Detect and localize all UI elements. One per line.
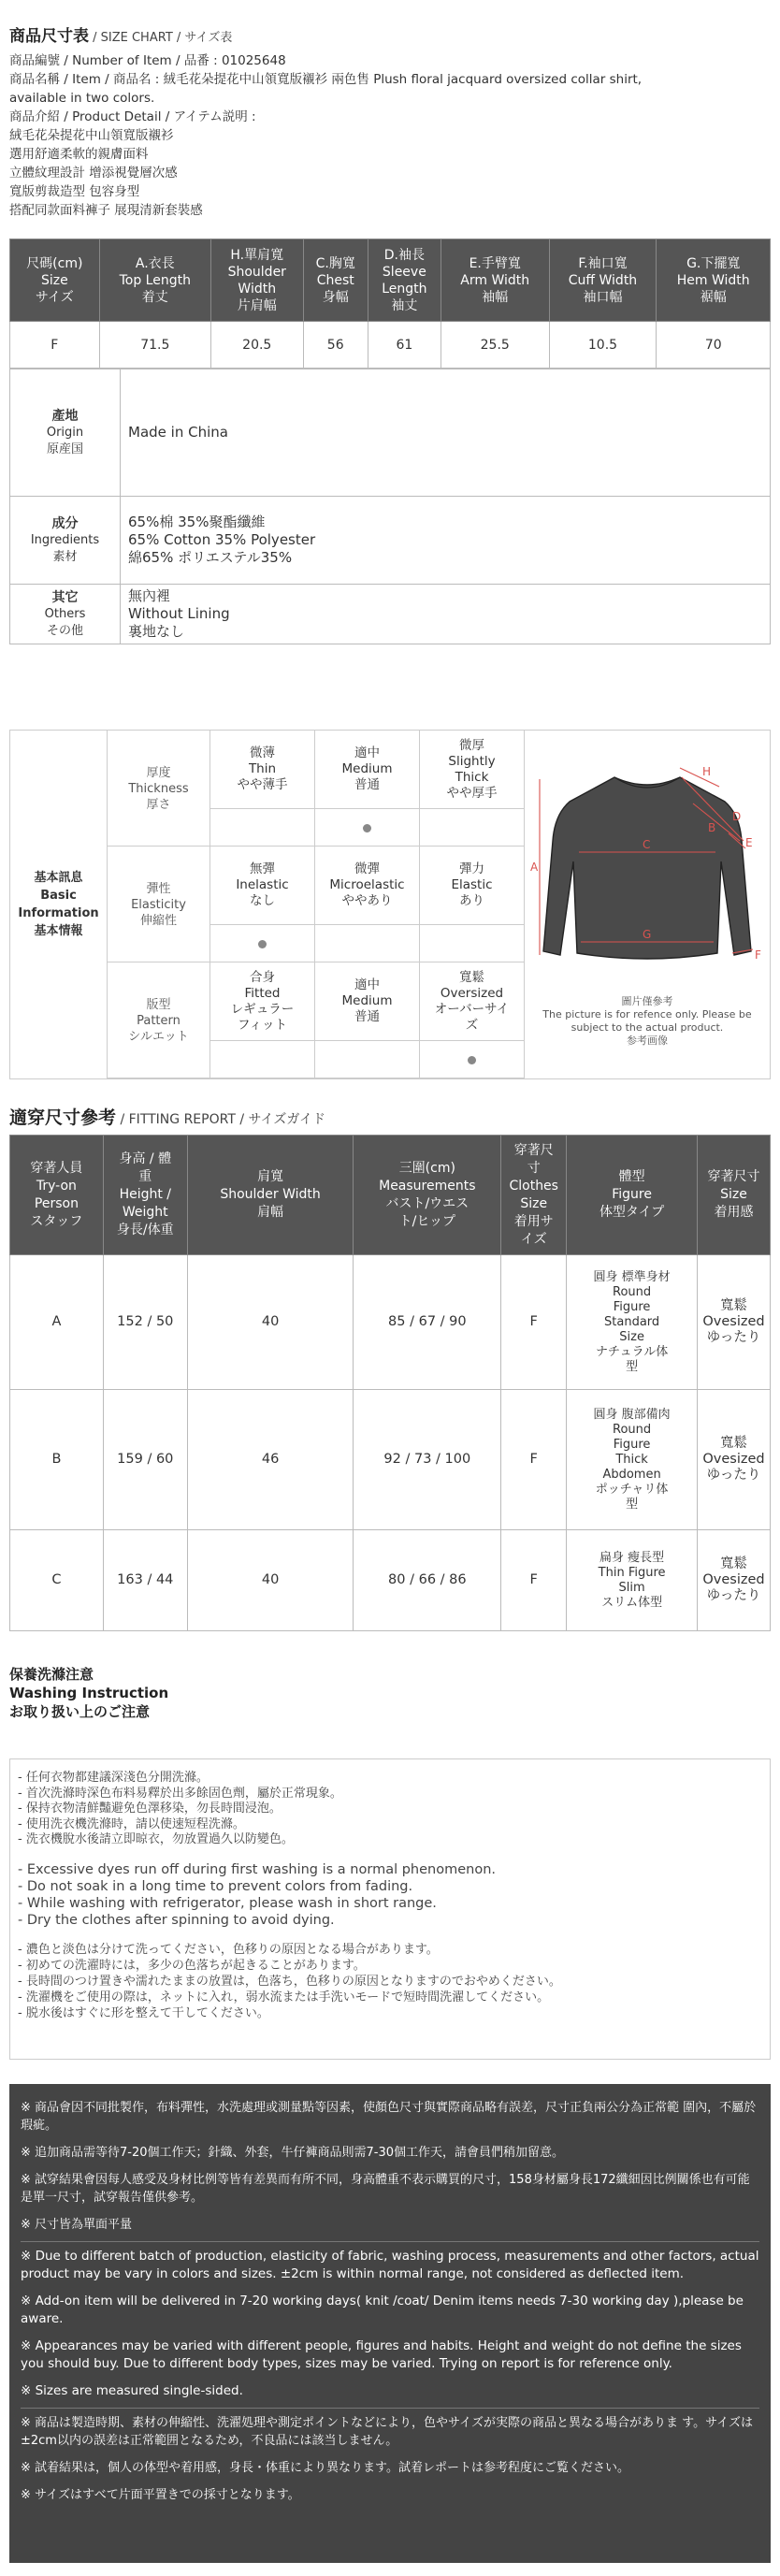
header-line: Figure [612,1187,652,1202]
option-indicator-cell [420,809,525,847]
washing-jp-line: - 初めての洗濯時には，多少の色落ちが起きることがあります。 [18,1958,366,1973]
option-line: フィット [238,1017,287,1033]
header-line: Width [238,281,277,297]
attribute-option [210,731,315,809]
fit-line: ゆったり [706,1468,761,1483]
fitting-header [567,1136,698,1255]
header-line: 三圍(cm) [398,1160,455,1176]
figure-line: Slim [618,1580,645,1595]
selected-dot-icon [363,824,371,832]
basic-info-label-line: Information [18,906,99,920]
notice-line: ※ 追加商品需等待7-20個工作天；針織、外套，牛仔褲商品則需7-30個工作天，請會員們稍加留意。 [21,2146,565,2160]
fitting-cell-hw: 163 / 44 [103,1530,187,1631]
fitting-cell-shoulder: 40 [187,1255,354,1390]
header-line: Try-on [36,1178,77,1194]
fitting-cell-person: C [10,1530,104,1631]
fitting-figure-cell [567,1530,698,1631]
header-line: Size [520,1195,548,1211]
option-indicator-cell [315,809,420,847]
option-line: Fitted [244,985,281,1001]
size-chart-header [441,239,549,322]
detail-value-line: Made in China [128,424,228,441]
selected-dot-icon [468,1056,476,1064]
figure-line: Round [613,1422,652,1437]
attribute-name-line: 厚度 [146,765,171,780]
header-line: Cuff Width [568,272,638,288]
option-line: 普通 [354,777,380,792]
attribute-option [420,731,525,809]
basic-info-panel [9,730,771,1079]
header-line: F.袖口寬 [578,255,628,271]
header-line: Size [40,272,68,288]
size-chart-title: 商品尺寸表 / SIZE CHART / サイズ表 [9,27,233,46]
product-info-line: 商品名稱 / Item / 商品名 : 絨毛花朵提花中山領寬版襯衫 兩色售 Plush floral jacquard oversized collar shirt, [9,72,643,87]
attribute-name [108,731,210,847]
spacer [18,1848,762,1861]
washing-en-line: - Dry the clothes after spinning to avoid dying. [18,1912,335,1928]
figure-line: 圓身 標準身材 [593,1269,671,1284]
size-chart-header [99,239,210,322]
option-indicator-cell [420,1041,525,1078]
washing-jp-line: - 濃色と淡色は分けて洗ってください，色移りの原因となる場合があります。 [18,1942,439,1957]
product-info [0,51,780,220]
washing-en-line: - While washing with refrigerator, please wash in short range. [18,1895,437,1911]
fitting-header [501,1136,567,1255]
detail-table [9,369,771,644]
detail-label-line: Others [44,606,86,621]
fitting-fit-cell [697,1530,770,1631]
notice-panel [9,2084,771,2563]
header-line: 身高 / 體 [119,1151,172,1166]
product-info-line: 寬版剪裁造型 包容身型 [9,184,140,199]
header-line: A.衣長 [135,255,175,271]
ingredients-label [10,497,121,585]
option-line: Medium [341,993,393,1008]
size-chart-header [10,239,100,322]
detail-label-line: 其它 [51,589,79,605]
option-line: 無彈 [250,861,275,876]
notice-line: ※ 商品は製造時期、素材の伸縮性、洗濯処理や測定ポイントなどにより，色やサイズが実際の商品と異なる場合がありま す。サイズは±2cm以内の誤差は正常範囲となるため，不良品には該当しません。 [21,2416,754,2448]
attribute-option [420,962,525,1041]
option-line: やや薄手 [237,777,288,792]
figure-line: 型 [626,1359,639,1374]
figure-line: Abdomen [602,1467,661,1482]
option-line: Oversized [440,985,504,1001]
size-chart-header [368,239,441,322]
header-line: Shoulder Width [220,1187,321,1202]
attribute-option [420,847,525,925]
header-line: 重 [138,1169,152,1184]
header-line: Arm Width [460,272,530,288]
header-line: 身幅 [322,289,349,305]
measurement-diagram [525,731,770,1078]
figure-line: ナチュラル体 [595,1344,669,1359]
measure-letter: G [643,928,652,941]
size-chart-header [303,239,368,322]
detail-label-line: 成分 [51,515,79,531]
detail-label-line: Ingredients [30,532,100,547]
spacer [18,1929,762,1942]
detail-value-line: 65% Cotton 35% Polyester [128,531,316,548]
header-line: E.手臂寬 [469,255,521,271]
washing-head-line: 保養洗滌注意 [9,1666,94,1683]
detail-value-line: 綿65% ポリエステル35% [128,549,293,566]
figure-line: Standard [604,1314,660,1329]
header-line: バスト/ウエス [385,1195,469,1211]
attribute-name-line: Elasticity [131,897,186,912]
notice-block-zh [21,2093,759,2242]
header-line: Length [382,281,427,297]
header-line: 寸 [527,1160,541,1176]
fitting-header [697,1136,770,1255]
fit-line: 寬鬆 [719,1556,747,1571]
header-line: 穿著尺 [513,1142,554,1158]
measure-letter: C [643,838,651,851]
header-line: G.下擺寬 [686,255,741,271]
option-line: Slightly [448,753,496,769]
option-indicator-cell [315,1041,420,1078]
option-line: オーバーサイ [434,1001,510,1017]
attribute-name [108,847,210,962]
header-line: 穿著人員 [30,1160,83,1176]
detail-label-line: Origin [46,425,84,440]
option-line: 微薄 [250,745,275,760]
fit-line: 寬鬆 [719,1436,747,1451]
fitting-cell-hw: 152 / 50 [103,1255,187,1390]
others-value [121,585,771,644]
basic-info-label [10,731,108,1078]
notice-line: ※ 尺寸皆為單面平量 [21,2218,133,2232]
fitting-header [103,1136,187,1255]
figure-line: ポッチャリ体 [595,1482,669,1497]
washing-en-line: - Do not soak in a long time to prevent colors from fading. [18,1878,413,1894]
option-indicator-cell [420,925,525,962]
option-line: Thin [248,761,277,776]
option-line: レギュラー [230,1001,295,1017]
fitting-fit-cell [697,1255,770,1390]
attribute-option [210,847,315,925]
others-row [10,585,771,644]
figure-line: Thin Figure [598,1565,666,1580]
header-line: 身長/体重 [116,1223,174,1237]
washing-head-line: お取り扱い上のご注意 [9,1703,151,1720]
fitting-report-table [9,1135,771,1631]
product-info-line: 搭配同款面料褲子 展現清新套裝感 [9,203,203,218]
header-line: Clothes [509,1178,558,1194]
fitting-cell-meas: 85 / 67 / 90 [354,1255,501,1390]
product-info-line: 立體紋理設計 增添視覺層次感 [9,166,178,181]
size-chart-table [9,239,771,369]
header-line: サイズ [35,289,74,305]
product-info-line: available in two colors. [9,91,155,106]
header-line: Sleeve [382,264,426,280]
size-chart-header [549,239,657,322]
option-line: 合身 [250,969,275,985]
attribute-name [108,962,210,1078]
option-line: 微彈 [354,861,380,876]
detail-value-line: 裏地なし [128,623,185,640]
fitting-cell-meas: 80 / 66 / 86 [354,1530,501,1631]
option-line: 普通 [354,1009,380,1024]
detail-label-line: 產地 [51,408,79,424]
option-line: Elastic [451,877,493,892]
detail-label-line: 素材 [52,549,78,564]
detail-value-line: 65%棉 35%聚酯纖維 [128,514,266,530]
header-line: 袖幅 [482,289,509,305]
washing-zh-line: - 保持衣物清鮮豔避免色澤移染，勿長時間浸泡。 [18,1802,282,1816]
measure-letter: D [732,810,742,823]
size-cell: 10.5 [549,322,657,369]
size-cell: 71.5 [99,322,210,369]
detail-label-line: 原産国 [46,441,83,456]
fitting-cell-shoulder: 40 [187,1530,354,1631]
size-cell: 61 [368,322,441,369]
option-line: 彈力 [459,861,484,876]
notice-line: ※ サイズはすべて片面平置きでの採寸となります。 [21,2488,300,2502]
diagram-note-line: 参考画像 [627,1035,668,1047]
fitting-figure-cell [567,1390,698,1530]
size-cell: F [10,322,100,369]
header-line: 体型タイプ [599,1205,665,1220]
option-line: Microelastic [329,877,405,892]
header-line: Weight [122,1205,168,1220]
option-line: ズ [465,1017,479,1033]
fitting-header [10,1136,104,1255]
size-cell: 70 [657,322,771,369]
size-chart-header [210,239,303,322]
ingredients-value [121,497,771,585]
option-indicator-cell [210,925,315,962]
detail-value-line: 無內裡 [128,587,171,604]
diagram-note-line: subject to the actual product. [571,1021,724,1034]
option-line: あり [459,893,484,908]
header-line: Shoulder [227,264,286,280]
header-line: Hem Width [676,272,750,288]
header-line: 肩寬 [257,1169,284,1184]
fitting-header [354,1136,501,1255]
option-line: Inelastic [236,877,289,892]
notice-line: ※ 商品會因不同批製作，布料彈性，水洗處理或測量點等因素，使顏色尺寸與實際商品略有誤差，尺寸正負兩公分為正常範 圍內，不屬於瑕疵。 [21,2101,757,2133]
washing-jp-line: - 洗濯機をご使用の際は，ネットに入れ，弱水流または手洗いモードで短時間洗濯してください。 [18,1990,550,2004]
option-indicator-cell [210,809,315,847]
others-label [10,585,121,644]
header-line: Person [34,1195,79,1211]
fitting-fit-cell [697,1390,770,1530]
attribute-option [315,847,420,925]
origin-value [121,369,771,497]
origin-row [10,369,771,497]
header-line: Height / [119,1187,172,1202]
attribute-name-line: 彈性 [146,881,171,896]
product-info-line: 絨毛花朵提花中山領寬版襯衫 [9,128,174,143]
attribute-name-line: シルエット [128,1029,189,1044]
notice-line: ※ Sizes are measured single-sided. [21,2383,243,2398]
product-info-line: 商品介紹 / Product Detail / アイテム説明 : [9,109,256,124]
fitting-row [10,1530,771,1631]
size-cell: 56 [303,322,368,369]
fit-line: ゆったり [706,1588,761,1603]
fit-line: 寬鬆 [719,1298,747,1313]
header-line: 尺碼(cm) [26,255,83,271]
attribute-option [315,731,420,809]
figure-line: Size [619,1329,644,1344]
fitting-cell-person: A [10,1255,104,1390]
figure-line: スリム体型 [601,1595,663,1610]
sweater-diagram-icon [525,731,770,992]
figure-line: 圓身 腹部備肉 [593,1407,671,1422]
size-cell: 20.5 [210,322,303,369]
attribute-name-line: 伸縮性 [139,913,177,928]
figure-line: Figure [613,1437,651,1452]
option-line: Medium [341,761,393,776]
notice-line: ※ Due to different batch of production, elasticity of fabric, washing process, measurements and other factors, actual product may be vary in colors and sizes. ±2cm is within normal range, not considered as deflected item. [21,2249,759,2281]
selected-dot-icon [258,940,267,948]
washing-zh-line: - 洗衣機脫水後請立即晾衣，勿放置過久以防變色。 [18,1832,294,1846]
attribute-name-line: 厚さ [146,797,171,812]
header-line: D.袖長 [383,247,425,263]
header-line: 着用感 [714,1205,754,1220]
notice-line: ※ Appearances may be varied with different people, figures and habits. Height and weight do not define the sizes you should buy. Due to different body types, sizes may be varied. Trying on report is for reference only. [21,2338,742,2371]
fitting-cell-size: F [501,1255,567,1390]
washing-instruction-title [9,1665,168,1721]
product-info-line: 商品編號 / Number of Item / 品番 : 01025648 [9,53,286,68]
fit-line: Ovesized [702,1452,765,1467]
measure-letter: A [530,861,539,874]
header-line: 着用サ [513,1213,554,1229]
washing-zh-line: - 首次洗滌時深色布料易釋於出多餘固色劑，屬於正常現象。 [18,1786,342,1801]
size-cell: 25.5 [441,322,549,369]
option-line: Thick [455,769,489,785]
header-line: 體型 [618,1169,645,1184]
fitting-cell-hw: 159 / 60 [103,1390,187,1530]
option-indicator-cell [210,1041,315,1078]
option-line: 微厚 [459,737,484,753]
attribute-row [108,962,525,1078]
fit-line: ゆったり [706,1330,761,1345]
option-line: 寬鬆 [459,969,484,985]
washing-zh-line: - 使用洗衣機洗滌時，請以使速短程洗滌。 [18,1816,245,1831]
ingredients-row [10,497,771,585]
header-line: H.單肩寬 [230,247,284,263]
fitting-cell-size: F [501,1530,567,1631]
measure-letter: F [755,948,761,962]
figure-line: 扁身 瘦長型 [599,1550,665,1565]
washing-instruction-box [9,1758,771,2060]
header-line: 片肩幅 [237,297,277,313]
diagram-note-line: 圖片僅參考 [621,995,673,1007]
fit-line: Ovesized [702,1314,765,1329]
option-line: 適中 [354,977,380,992]
figure-line: 型 [626,1497,639,1512]
header-line: 袖丈 [391,297,418,313]
origin-label [10,369,121,497]
product-info-line: 選用舒適柔軟的親膚面料 [9,147,149,162]
size-row [10,322,771,369]
attribute-row [108,847,525,962]
notice-block-en [21,2242,759,2409]
option-line: なし [250,893,275,908]
basic-info-label-line: 基本情報 [34,924,83,938]
basic-info-label-line: Basic [40,889,77,903]
header-line: 裾幅 [700,289,727,305]
washing-jp-line: - 脱水後はすぐに形を整えて干してください。 [18,2005,269,2020]
header-line: 着丈 [141,289,168,305]
notice-line: ※ Add-on item will be delivered in 7-20 working days( knit /coat/ Denim items needs 7-30 working day ),please be aware. [21,2294,744,2326]
washing-jp-line: - 長時間のつけ置きや濡れたままの放置は，色落ち，色移りの原因となりますのでおやめください。 [18,1974,561,1989]
header-line: イズ [520,1231,547,1247]
header-line: 袖口幅 [583,289,623,305]
header-line: Chest [316,272,354,288]
attribute-row [108,731,525,847]
option-line: やや厚手 [446,785,498,801]
header-line: ト/ヒップ [398,1213,455,1229]
header-line: スタッフ [30,1213,83,1229]
figure-line: Round [613,1284,652,1299]
figure-line: Thick [615,1452,648,1467]
header-line: C.胸寬 [315,255,355,271]
attribute-grid [108,731,525,1078]
attribute-option [315,962,420,1041]
fitting-figure-cell [567,1255,698,1390]
fitting-row [10,1390,771,1530]
attribute-option [210,962,315,1041]
detail-value-line: Without Lining [128,605,230,622]
measure-letter: B [708,821,716,834]
header-line: Size [720,1187,747,1202]
fitting-cell-meas: 92 / 73 / 100 [354,1390,501,1530]
header-line: Top Length [119,272,191,288]
notice-line: ※ 試着結果は，個人の体型や着用感，身長・体重により異なります。試着レポートは参考程度にご覧ください。 [21,2461,629,2475]
option-line: 適中 [354,745,380,760]
attribute-name-line: Pattern [137,1013,181,1028]
attribute-name-line: Thickness [128,781,189,796]
washing-head-line: Washing Instruction [9,1685,169,1701]
fitting-header [187,1136,354,1255]
option-indicator-cell [315,925,420,962]
fitting-report-title: 適穿尺寸參考 / FITTING REPORT / サイズガイド [9,1107,325,1128]
header-line: 穿著尺寸 [707,1169,760,1184]
diagram-note-line: The picture is for refence only. Please be [542,1008,752,1020]
fit-line: Ovesized [702,1572,765,1587]
header-line: 肩幅 [257,1205,284,1220]
fitting-cell-shoulder: 46 [187,1390,354,1530]
diagram-note [525,995,770,1048]
washing-zh-line: - 任何衣物都建議深淺色分開洗滌。 [18,1771,209,1785]
fitting-cell-person: B [10,1390,104,1530]
attribute-name-line: 版型 [146,997,171,1012]
fitting-row [10,1255,771,1390]
fitting-cell-size: F [501,1390,567,1530]
header-line: Measurements [379,1178,476,1194]
measure-letter: E [745,836,753,849]
figure-line: Figure [613,1299,651,1314]
basic-info-label-line: 基本訊息 [34,871,83,885]
notice-line: ※ 試穿結果會因每人感受及身材比例等皆有差異而有所不同，身高體重不表示購買的尺寸，158身材屬身長172纖細因比例關係也有可能是單一尺寸，試穿報告僅供參考。 [21,2173,750,2205]
option-line: ややあり [341,893,393,908]
detail-label-line: その他 [46,623,83,638]
washing-en-line: - Excessive dyes run off during first washing is a normal phenomenon. [18,1861,496,1877]
notice-block-jp [21,2409,759,2511]
measure-letter: H [702,765,712,778]
size-chart-header [657,239,771,322]
